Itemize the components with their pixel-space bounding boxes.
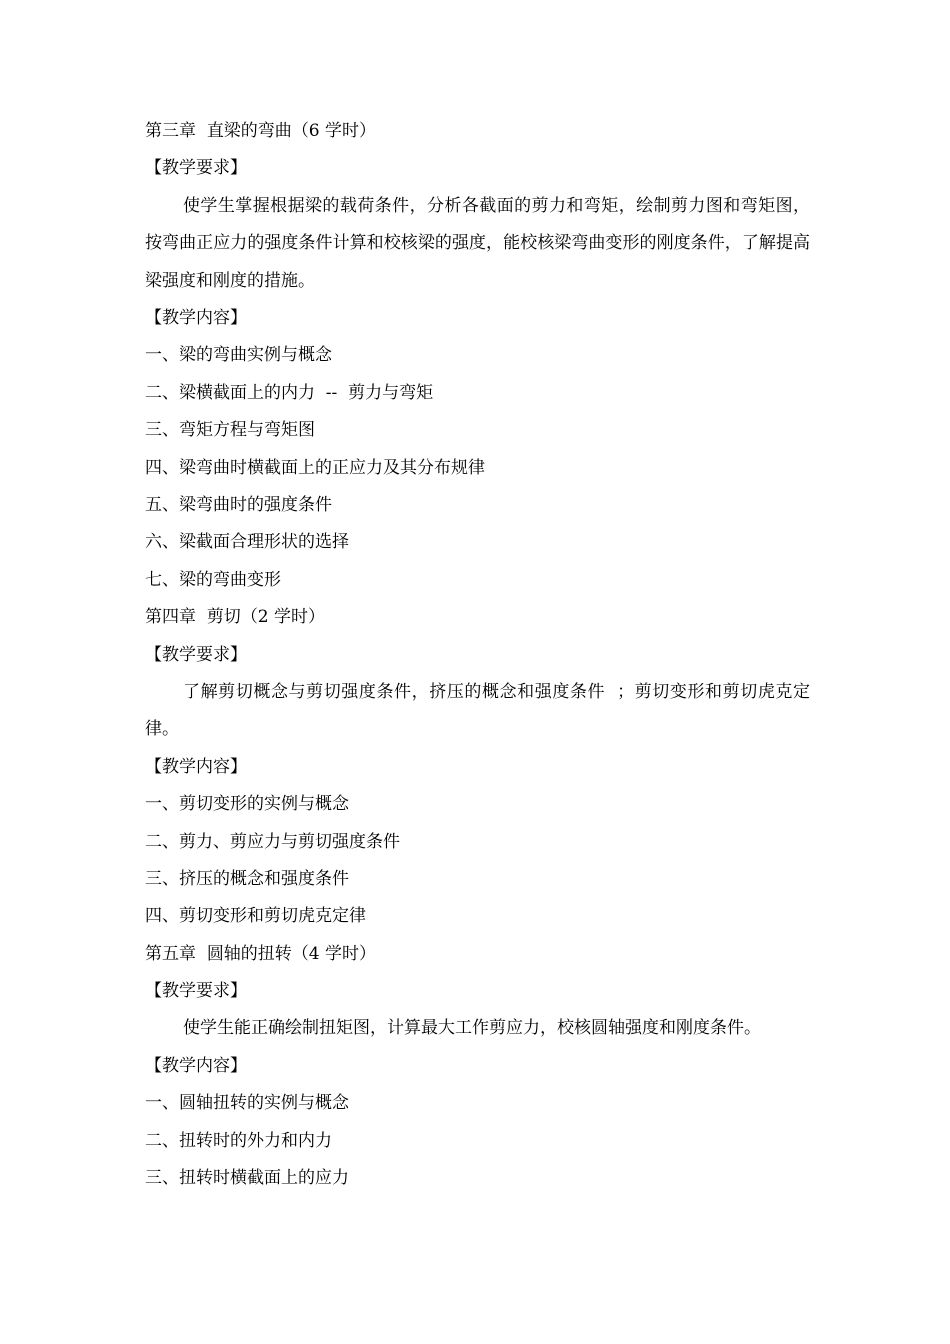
chapter-3-item: 四、梁弯曲时横截面上的正应力及其分布规律: [145, 457, 485, 478]
chapter-5-hours: （4 学时）: [291, 943, 377, 964]
chapter-4-requirements-text: 了解剪切概念与剪切强度条件，挤压的概念和强度条件 ；剪切变形和剪切虎克定律。: [145, 681, 810, 740]
chapter-3-item: 二、梁横截面上的内力 -- 剪力与弯矩: [145, 382, 434, 403]
chapter-3-item: 六、梁截面合理形状的选择: [145, 532, 349, 553]
chapter-3-requirements-heading: 【教学要求】: [145, 158, 247, 179]
chapter-4-item: 三、挤压的概念和强度条件: [145, 868, 349, 889]
chapter-5-requirements-heading: 【教学要求】: [145, 981, 247, 1002]
chapter-5-heading: 第五章: [145, 943, 196, 964]
chapter-3-item: 一、梁的弯曲实例与概念: [145, 345, 332, 366]
chapter-5-name: 圆轴的扭转: [206, 943, 292, 964]
chapter-5-item: 三、扭转时横截面上的应力: [145, 1168, 349, 1189]
chapter-3-heading: 第三章: [145, 121, 196, 141]
chapter-5-title: [145, 936, 810, 973]
chapter-3-name: 直梁的弯曲: [206, 121, 292, 141]
chapter-3-item: 五、梁弯曲时的强度条件: [145, 494, 332, 515]
chapter-3-requirements-text: 使学生掌握根据梁的载荷条件，分析各截面的剪力和弯矩，绘制剪力图和弯矩图，按弯曲正应力的强度条件计算和校核梁的强度，能校核梁弯曲变形的刚度条件，了解提高梁强度和刚度的措施。: [145, 195, 810, 291]
chapter-3-hours: （6 学时）: [291, 121, 377, 141]
chapter-5-requirements-text: 使学生能正确绘制扭矩图，计算最大工作剪应力，校核圆轴强度和刚度条件。: [183, 1018, 761, 1039]
chapter-4-requirements-heading: 【教学要求】: [145, 644, 247, 665]
chapter-4-hours: （2 学时）: [240, 607, 326, 628]
chapter-5-item: 一、圆轴扭转的实例与概念: [145, 1093, 349, 1114]
chapter-4-item: 四、剪切变形和剪切虎克定律: [145, 906, 366, 927]
document-body: [145, 113, 810, 1197]
chapter-3-item: 七、梁的弯曲变形: [145, 569, 281, 590]
chapter-3-item: 三、弯矩方程与弯矩图: [145, 420, 315, 441]
chapter-4-item: 二、剪力、剪应力与剪切强度条件: [145, 831, 400, 852]
chapter-4-title: [145, 599, 810, 636]
chapter-5-content-heading: 【教学内容】: [145, 1055, 247, 1076]
chapter-5-item: 二、扭转时的外力和内力: [145, 1130, 332, 1151]
chapter-4-heading: 第四章: [145, 607, 196, 628]
chapter-4-item: 一、剪切变形的实例与概念: [145, 794, 349, 815]
chapter-3-content-heading: 【教学内容】: [145, 308, 247, 328]
chapter-4-name: 剪切: [206, 607, 241, 628]
chapter-3-title: [145, 113, 810, 150]
chapter-4-content-heading: 【教学内容】: [145, 756, 247, 777]
